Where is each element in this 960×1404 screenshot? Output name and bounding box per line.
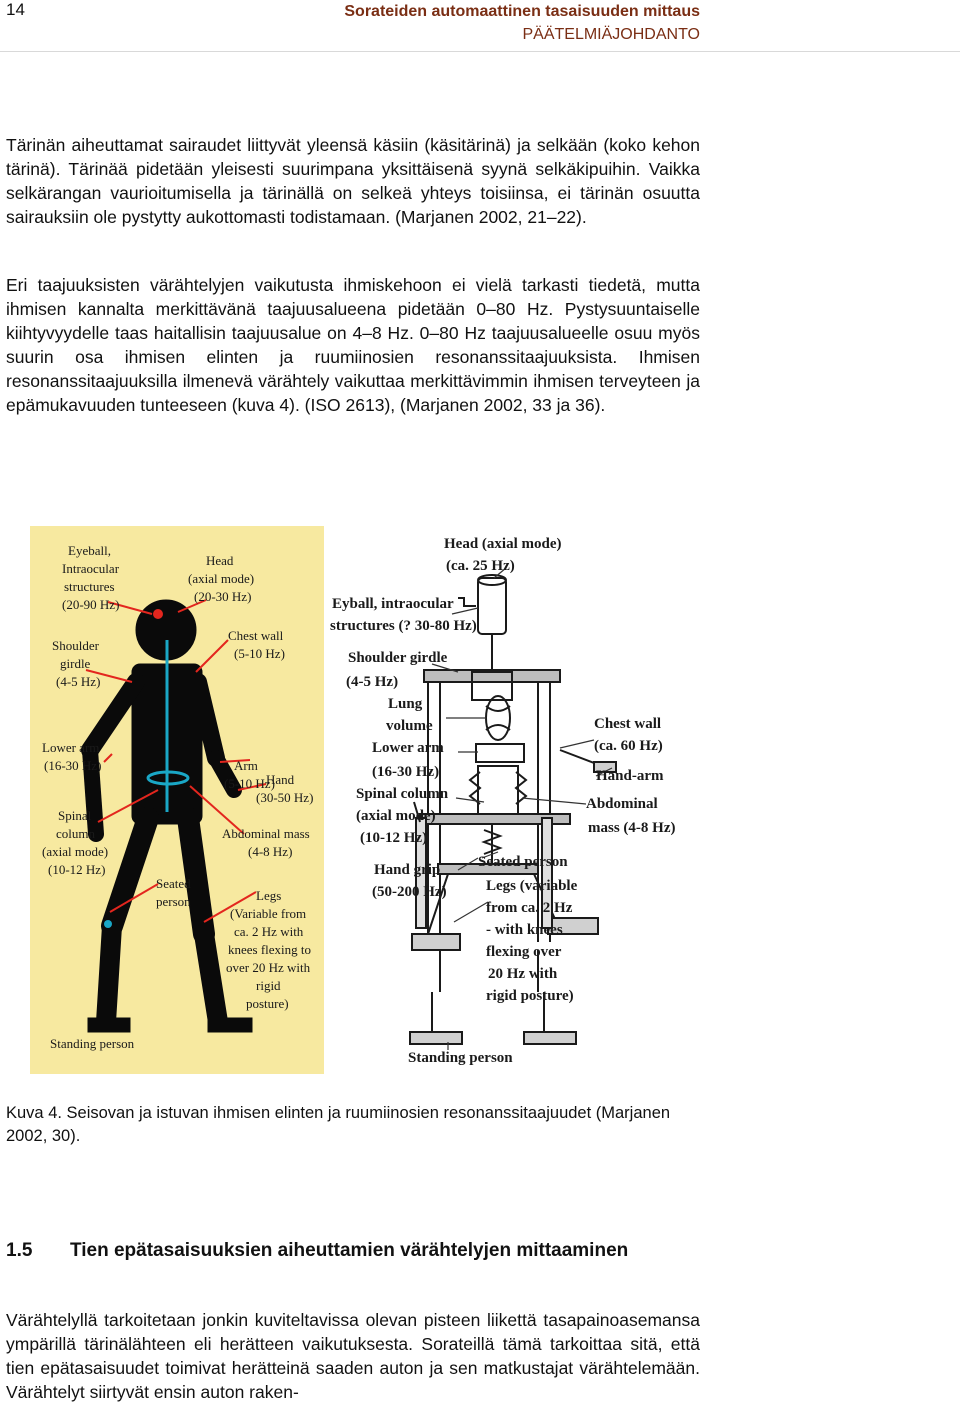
right-label-eyeball: Eyball, intraocular structures (? 30-80 Hz) bbox=[330, 596, 477, 634]
right-label-head: Head (axial mode) (ca. 25 Hz) bbox=[444, 536, 562, 574]
left-label-legs: Legs (Variable from ca. 2 Hz with knees flexing to over 20 Hz with rigid posture) bbox=[226, 888, 312, 1011]
left-label-head: Head (axial mode) (20-30 Hz) bbox=[188, 553, 255, 604]
left-label-standing: Standing person bbox=[50, 1036, 135, 1051]
body-paragraph: Värähtelyllä tarkoitetaan jonkin kuviteltavissa olevan pisteen liikettä tasapainoasemansa ympärillä tärinälähteen eli herätteen vaikutuksesta. Sorateillä tämä tarkoittaa sitä, että tien epätasaisuudet toimivat herätteinä saaden auton ja sen matkustajat värähtelemään. Värähtelyt siirtyvät ensin auton raken- bbox=[6, 1310, 700, 1402]
right-label-spine: Spinal column (axial mode) (10-12 Hz) bbox=[356, 786, 449, 846]
body-paragraph: Eri taajuuksisten värähtelyjen vaikutusta ihmiskehoon ei vielä tarkasti tiedetä, mutta ihmisen kannalta merkittävänä taajuusalueena pidetään 0–80 Hz. Pystysuuntaiselle kiihtyvyydelle taas haitallisin taajuusalue on 4–8 Hz. 0–80 Hz taajuusalueelle osuu myös suurin osa ihmisen elinten ja ruumiinosien resonanssitaajuuksista. Ihmisen resonanssitaajuuksilla ilmenevä värähtely vaikuttaa merkittävimmin ihmisen terveyteen ja epämukavuuden tunteeseen (kuva 4). (ISO 2613), (Marjanen 2002, 33 ja 36). bbox=[6, 275, 700, 415]
right-label-seated: Seated person bbox=[478, 854, 568, 870]
resonance-figure bbox=[28, 522, 700, 1078]
right-label-lung: Lung volume bbox=[386, 696, 433, 734]
left-label-lower-arm: Lower arm (16-30 Hz) bbox=[42, 740, 102, 773]
right-label-legs: Legs (variable from ca. 2 Hz - with knees flexing over 20 Hz with rigid posture) bbox=[486, 878, 578, 1004]
figure-caption: Kuva 4. Seisovan ja istuvan ihmisen elinten ja ruumiinosien resonanssitaajuudet (Marjanen 2002, 30). bbox=[6, 1104, 671, 1145]
left-label-spine: Spinal column (axial mode) (10-12 Hz) bbox=[42, 808, 109, 877]
left-label-seated: Seated person bbox=[156, 876, 191, 909]
right-label-shoulder: Shoulder girdle (4-5 Hz) bbox=[346, 650, 448, 690]
page-number: 14 bbox=[6, 0, 25, 19]
left-label-abdomen: Abdominal mass (4-8 Hz) bbox=[222, 826, 310, 859]
left-label-hand: Hand (30-50 Hz) bbox=[256, 772, 314, 805]
eye-dot bbox=[153, 609, 163, 619]
body-paragraph: Tärinän aiheuttamat sairaudet liittyvät yleensä käsiin (käsitärinä) ja selkään (koko kehon tärinä). Tärinää pidetään yleisesti suurimpana yksittäisenä syynä selkäkipuihin. Vaikka selkärangan vaurioitumisella ja tärinällä on selkeä yhteys toisiinsa, ei tärinän osuutta sairauksiin ole pystytty aukottomasti todistamaan. (Marjanen 2002, 21–22). bbox=[6, 135, 700, 227]
left-panel bbox=[30, 526, 324, 1074]
right-label-abdomen: Abdominal mass (4-8 Hz) bbox=[586, 796, 676, 836]
knee-marker bbox=[104, 920, 112, 928]
left-label-arm: Arm (5-10 Hz) bbox=[224, 758, 275, 791]
right-label-standing: Standing person bbox=[408, 1050, 513, 1066]
header-divider bbox=[0, 51, 960, 52]
left-label-eyeball: Eyeball, Intraocular structures (20-90 Hz) bbox=[62, 543, 120, 612]
right-label-chest: Chest wall (ca. 60 Hz) bbox=[594, 716, 663, 754]
left-label-shoulder: Shoulder girdle (4-5 Hz) bbox=[52, 638, 101, 689]
running-header bbox=[344, 0, 700, 46]
right-panel bbox=[330, 536, 675, 1066]
section-title: Tien epätasaisuuksien aiheuttamien värähtelyjen mittaaminen bbox=[70, 1240, 629, 1261]
running-title: Sorateiden automaattinen tasaisuuden mittaus bbox=[344, 3, 700, 20]
right-label-hand-arm: Hand-arm bbox=[596, 768, 664, 784]
section-number: 1.5 bbox=[6, 1240, 33, 1261]
running-subtitle: PÄÄTELMIÄJOHDANTO bbox=[522, 26, 700, 43]
section-heading bbox=[6, 1238, 700, 1263]
right-label-lower-arm: Lower arm (16-30 Hz) bbox=[372, 740, 444, 780]
right-label-hand-grip: Hand grip (50-200 Hz) bbox=[372, 862, 447, 900]
left-label-chest: Chest wall (5-10 Hz) bbox=[228, 628, 285, 661]
